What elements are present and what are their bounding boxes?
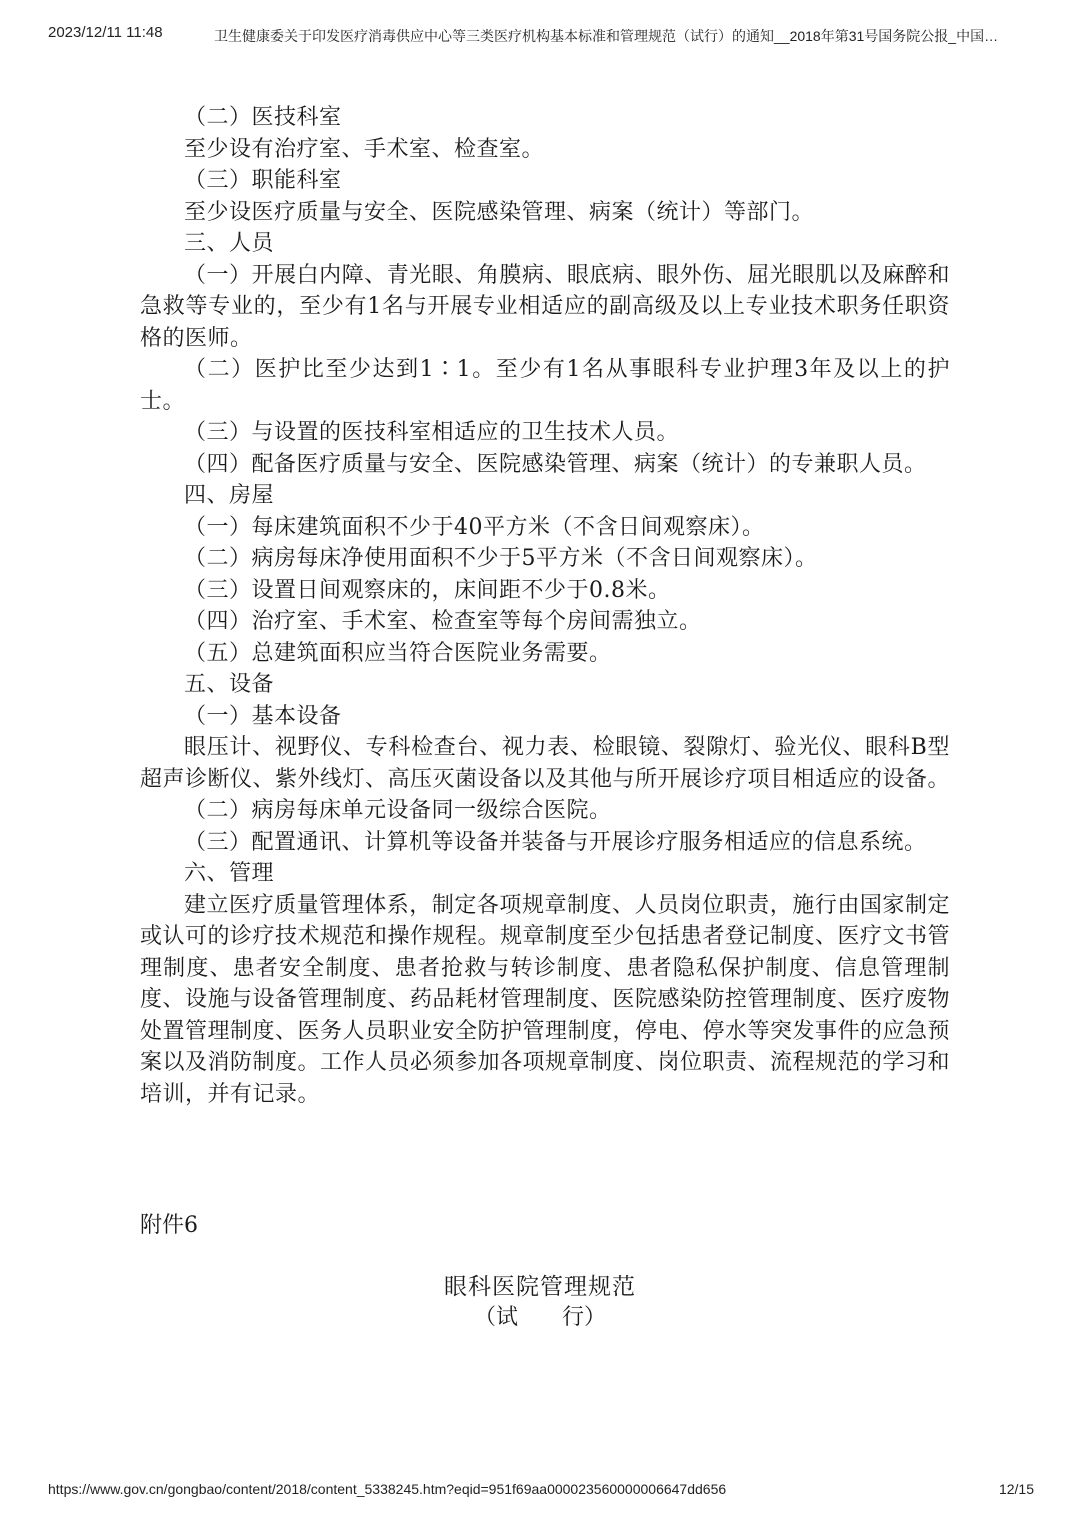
page-number: 12/15 bbox=[998, 1481, 1034, 1497]
paragraph: （四）治疗室、手术室、检查室等每个房间需独立。 bbox=[184, 609, 702, 634]
paragraph: （二）病房每床单元设备同一级综合医院。 bbox=[184, 798, 612, 823]
document-body bbox=[140, 102, 950, 1110]
section-heading: （一）基本设备 bbox=[184, 703, 342, 729]
paragraph: 至少设有治疗室、手术室、检查室。 bbox=[184, 136, 545, 162]
paragraph: （三）设置日间观察床的，床间距不少于0.8米。 bbox=[184, 577, 671, 603]
attachment-title: 眼科医院管理规范 bbox=[444, 1274, 636, 1300]
paragraph: （一）每床建筑面积不少于40平方米（不含日间观察床）。 bbox=[184, 514, 765, 540]
paragraph: （五）总建筑面积应当符合医院业务需要。 bbox=[184, 640, 612, 666]
paragraph: （二）医护比至少达到1∶1。至少有1名从事眼科专业护理3年及以上的护士。 bbox=[140, 357, 950, 414]
attachment-label: 附件6 bbox=[140, 1213, 198, 1238]
section-heading: 三、人员 bbox=[184, 231, 275, 256]
paragraph: （二）病房每床净使用面积不少于5平方米（不含日间观察床）。 bbox=[184, 546, 818, 571]
paragraph: （三）配置通讯、计算机等设备并装备与开展诊疗服务相适应的信息系统。 bbox=[184, 829, 927, 855]
paragraph: （一）开展白内障、青光眼、角膜病、眼底病、眼外伤、屈光眼肌以及麻醉和急救等专业的，至少有1名与开展专业相适应的副高级及以上专业技术职务任职资格的医师。 bbox=[140, 262, 950, 351]
paragraph: （三）与设置的医技科室相适应的卫生技术人员。 bbox=[184, 420, 680, 445]
attachment-subtitle: （试 行） bbox=[474, 1305, 606, 1330]
section-heading: 五、设备 bbox=[184, 672, 275, 697]
paragraph: 至少设医疗质量与安全、医院感染管理、病案（统计）等部门。 bbox=[184, 199, 815, 225]
paragraph: 眼压计、视野仪、专科检查台、视力表、检眼镜、裂隙灯、验光仪、眼科B型超声诊断仪、紫外线灯、高压灭菌设备以及其他与所开展诊疗项目相适应的设备。 bbox=[140, 735, 951, 792]
section-heading: （三）职能科室 bbox=[184, 168, 342, 193]
print-date: 2023/12/11 11:48 bbox=[48, 24, 163, 41]
paragraph: （四）配备医疗质量与安全、医院感染管理、病案（统计）的专兼职人员。 bbox=[184, 451, 927, 477]
section-heading: 六、管理 bbox=[184, 861, 275, 886]
paragraph: 建立医疗质量管理体系，制定各项规章制度、人员岗位职责，施行由国家制定或认可的诊疗技术规范和操作规程。规章制度至少包括患者登记制度、医疗文书管理制度、患者安全制度、患者抢救与转诊制度、患者隐私保护制度、信息管理制度、设施与设备管理制度、药品耗材管理制度、医院感染防控管理制度、医疗废物处置管理制度、医务人员职业安全防护管理制度，停电、停水等突发事件的应急预案以及消防制度。工作人员必须参加各项规章制度、岗位职责、流程规范的学习和培训，并有记录。 bbox=[140, 892, 951, 1107]
section-heading: （二）医技科室 bbox=[184, 105, 342, 130]
section-heading: 四、房屋 bbox=[184, 483, 275, 508]
footer-url: https://www.gov.cn/gongbao/content/2018/content_5338245.htm?eqid=951f69aa000023560000006647dd656 bbox=[48, 1481, 727, 1497]
page-title: 卫生健康委关于印发医疗消毒供应中心等三类医疗机构基本标准和管理规范（试行）的通知__2018年第31号国务院公报_中国… bbox=[214, 28, 999, 44]
